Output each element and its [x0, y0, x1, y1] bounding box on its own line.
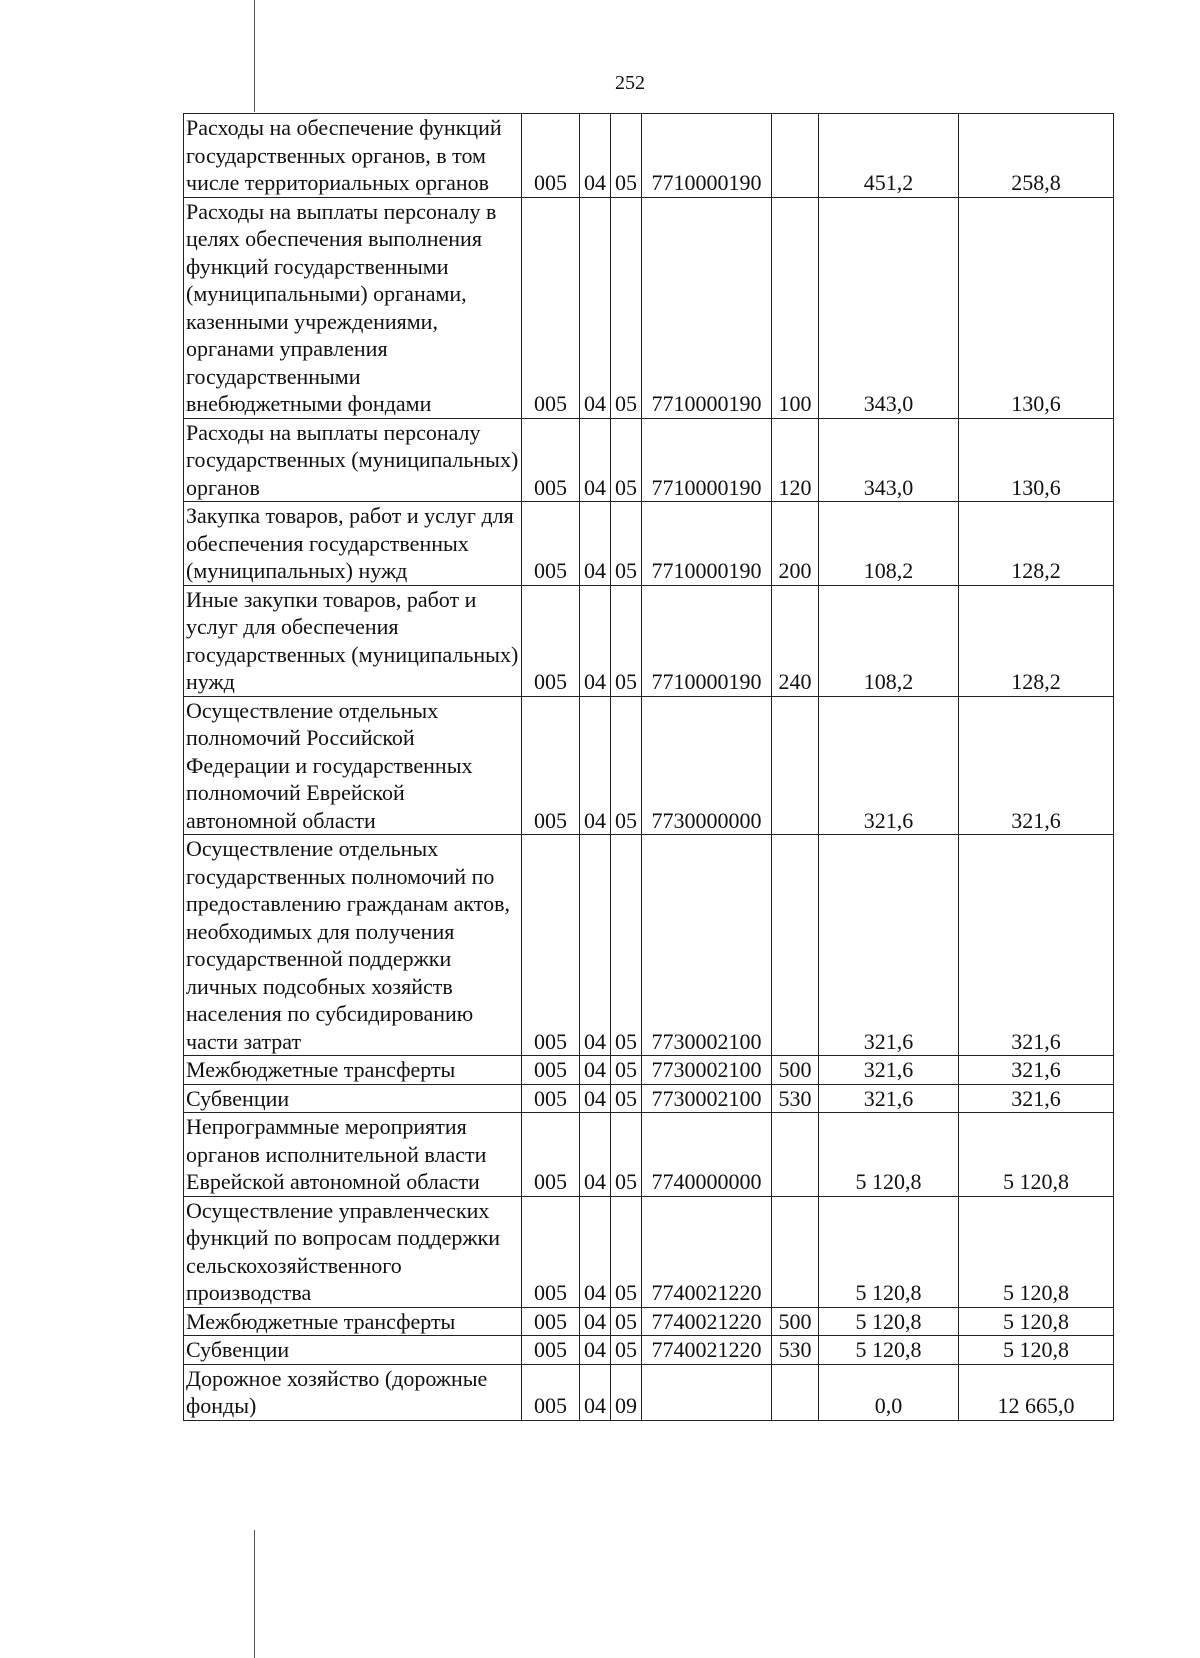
- section-code-cell: 04: [580, 418, 611, 502]
- row-name-cell: Субвенции: [184, 1084, 522, 1113]
- expense-type-cell: 240: [772, 585, 819, 696]
- expense-type-cell: 200: [772, 502, 819, 586]
- table-row: [184, 1113, 1114, 1197]
- amount-year1-cell: 5 120,8: [819, 1113, 959, 1197]
- table-row: [184, 1336, 1114, 1365]
- expense-type-cell: 100: [772, 197, 819, 418]
- amount-year2-cell: 5 120,8: [959, 1113, 1114, 1197]
- amount-year1-cell: 108,2: [819, 502, 959, 586]
- expense-type-cell: [772, 1364, 819, 1420]
- target-article-cell: 7710000190: [642, 502, 772, 586]
- amount-year1-cell: 321,6: [819, 696, 959, 835]
- section-code-cell: 04: [580, 114, 611, 198]
- table-row: [184, 1307, 1114, 1336]
- expense-type-cell: [772, 1196, 819, 1307]
- amount-year1-cell: 343,0: [819, 418, 959, 502]
- amount-year1-cell: 451,2: [819, 114, 959, 198]
- section-code-cell: 04: [580, 696, 611, 835]
- page-number: 252: [615, 72, 645, 94]
- section-code-cell: 04: [580, 1084, 611, 1113]
- ved-code-cell: 005: [522, 197, 580, 418]
- section-code-cell: 04: [580, 585, 611, 696]
- table-row: [184, 502, 1114, 586]
- row-name-cell: Дорожное хозяйство (дорожные фонды): [184, 1364, 522, 1420]
- subsection-code-cell: 05: [611, 585, 642, 696]
- expense-type-cell: 120: [772, 418, 819, 502]
- ved-code-cell: 005: [522, 1084, 580, 1113]
- section-code-cell: 04: [580, 197, 611, 418]
- target-article-cell: 7740021220: [642, 1196, 772, 1307]
- ved-code-cell: 005: [522, 1336, 580, 1365]
- target-article-cell: 7710000190: [642, 114, 772, 198]
- ved-code-cell: 005: [522, 585, 580, 696]
- subsection-code-cell: 05: [611, 835, 642, 1056]
- amount-year2-cell: 5 120,8: [959, 1196, 1114, 1307]
- subsection-code-cell: 05: [611, 1336, 642, 1365]
- section-code-cell: 04: [580, 1364, 611, 1420]
- subsection-code-cell: 05: [611, 1113, 642, 1197]
- row-name-cell: Осуществление отдельных полномочий Российской Федерации и государственных полномочий Еврейской автономной области: [184, 696, 522, 835]
- amount-year2-cell: 258,8: [959, 114, 1114, 198]
- table-row: [184, 585, 1114, 696]
- target-article-cell: 7710000190: [642, 197, 772, 418]
- expense-type-cell: [772, 696, 819, 835]
- expense-type-cell: [772, 1113, 819, 1197]
- ved-code-cell: 005: [522, 1056, 580, 1085]
- section-code-cell: 04: [580, 1113, 611, 1197]
- subsection-code-cell: 05: [611, 114, 642, 198]
- target-article-cell: 7730000000: [642, 696, 772, 835]
- table-row: [184, 835, 1114, 1056]
- ved-code-cell: 005: [522, 114, 580, 198]
- budget-table: [183, 113, 1114, 1421]
- ved-code-cell: 005: [522, 1113, 580, 1197]
- target-article-cell: 7710000190: [642, 418, 772, 502]
- amount-year2-cell: 321,6: [959, 696, 1114, 835]
- scan-line-bottom: [254, 1530, 255, 1658]
- subsection-code-cell: 05: [611, 1307, 642, 1336]
- ved-code-cell: 005: [522, 1307, 580, 1336]
- amount-year2-cell: 321,6: [959, 1084, 1114, 1113]
- target-article-cell: 7740021220: [642, 1307, 772, 1336]
- target-article-cell: 7730002100: [642, 1084, 772, 1113]
- amount-year1-cell: 5 120,8: [819, 1336, 959, 1365]
- subsection-code-cell: 05: [611, 197, 642, 418]
- amount-year1-cell: 108,2: [819, 585, 959, 696]
- subsection-code-cell: 05: [611, 1196, 642, 1307]
- section-code-cell: 04: [580, 1307, 611, 1336]
- table-row: [184, 696, 1114, 835]
- table-row: [184, 418, 1114, 502]
- row-name-cell: Иные закупки товаров, работ и услуг для обеспечения государственных (муниципальных) нужд: [184, 585, 522, 696]
- amount-year2-cell: 12 665,0: [959, 1364, 1114, 1420]
- amount-year1-cell: 5 120,8: [819, 1196, 959, 1307]
- target-article-cell: 7730002100: [642, 1056, 772, 1085]
- expense-type-cell: 500: [772, 1056, 819, 1085]
- expense-type-cell: [772, 114, 819, 198]
- subsection-code-cell: 09: [611, 1364, 642, 1420]
- ved-code-cell: 005: [522, 1364, 580, 1420]
- row-name-cell: Расходы на обеспечение функций государственных органов, в том числе территориальных органов: [184, 114, 522, 198]
- section-code-cell: 04: [580, 502, 611, 586]
- amount-year1-cell: 321,6: [819, 1084, 959, 1113]
- amount-year1-cell: 0,0: [819, 1364, 959, 1420]
- target-article-cell: 7730002100: [642, 835, 772, 1056]
- expense-type-cell: [772, 835, 819, 1056]
- amount-year1-cell: 343,0: [819, 197, 959, 418]
- row-name-cell: Межбюджетные трансферты: [184, 1056, 522, 1085]
- amount-year2-cell: 128,2: [959, 502, 1114, 586]
- section-code-cell: 04: [580, 1336, 611, 1365]
- expense-type-cell: 530: [772, 1336, 819, 1365]
- target-article-cell: [642, 1364, 772, 1420]
- section-code-cell: 04: [580, 1196, 611, 1307]
- amount-year2-cell: 321,6: [959, 835, 1114, 1056]
- amount-year1-cell: 321,6: [819, 1056, 959, 1085]
- table-row: [184, 114, 1114, 198]
- amount-year2-cell: 5 120,8: [959, 1336, 1114, 1365]
- table-row: [184, 1364, 1114, 1420]
- row-name-cell: Межбюджетные трансферты: [184, 1307, 522, 1336]
- row-name-cell: Осуществление управленческих функций по вопросам поддержки сельскохозяйственного производства: [184, 1196, 522, 1307]
- row-name-cell: Осуществление отдельных государственных полномочий по предоставлению гражданам актов, необходимых для получения государственной поддержки личных подсобных хозяйств населения по субсидированию части затрат: [184, 835, 522, 1056]
- target-article-cell: 7740021220: [642, 1336, 772, 1365]
- row-name-cell: Расходы на выплаты персоналу государственных (муниципальных) органов: [184, 418, 522, 502]
- section-code-cell: 04: [580, 1056, 611, 1085]
- subsection-code-cell: 05: [611, 1056, 642, 1085]
- ved-code-cell: 005: [522, 1196, 580, 1307]
- amount-year2-cell: 130,6: [959, 197, 1114, 418]
- scan-line-top: [254, 0, 255, 112]
- budget-table-body: [184, 114, 1114, 1421]
- amount-year1-cell: 5 120,8: [819, 1307, 959, 1336]
- subsection-code-cell: 05: [611, 1084, 642, 1113]
- subsection-code-cell: 05: [611, 696, 642, 835]
- amount-year1-cell: 321,6: [819, 835, 959, 1056]
- subsection-code-cell: 05: [611, 418, 642, 502]
- amount-year2-cell: 128,2: [959, 585, 1114, 696]
- amount-year2-cell: 5 120,8: [959, 1307, 1114, 1336]
- row-name-cell: Непрограммные мероприятия органов исполнительной власти Еврейской автономной области: [184, 1113, 522, 1197]
- ved-code-cell: 005: [522, 835, 580, 1056]
- row-name-cell: Расходы на выплаты персоналу в целях обеспечения выполнения функций государственными (муниципальными) органами, казенными учреждениями, органами управления государственными внебюджетными фондами: [184, 197, 522, 418]
- section-code-cell: 04: [580, 835, 611, 1056]
- ved-code-cell: 005: [522, 418, 580, 502]
- table-row: [184, 1056, 1114, 1085]
- row-name-cell: Субвенции: [184, 1336, 522, 1365]
- amount-year2-cell: 321,6: [959, 1056, 1114, 1085]
- expense-type-cell: 530: [772, 1084, 819, 1113]
- expense-type-cell: 500: [772, 1307, 819, 1336]
- ved-code-cell: 005: [522, 696, 580, 835]
- table-row: [184, 197, 1114, 418]
- subsection-code-cell: 05: [611, 502, 642, 586]
- budget-table-container: [183, 113, 1113, 1421]
- amount-year2-cell: 130,6: [959, 418, 1114, 502]
- ved-code-cell: 005: [522, 502, 580, 586]
- table-row: [184, 1084, 1114, 1113]
- row-name-cell: Закупка товаров, работ и услуг для обеспечения государственных (муниципальных) нужд: [184, 502, 522, 586]
- target-article-cell: 7710000190: [642, 585, 772, 696]
- target-article-cell: 7740000000: [642, 1113, 772, 1197]
- table-row: [184, 1196, 1114, 1307]
